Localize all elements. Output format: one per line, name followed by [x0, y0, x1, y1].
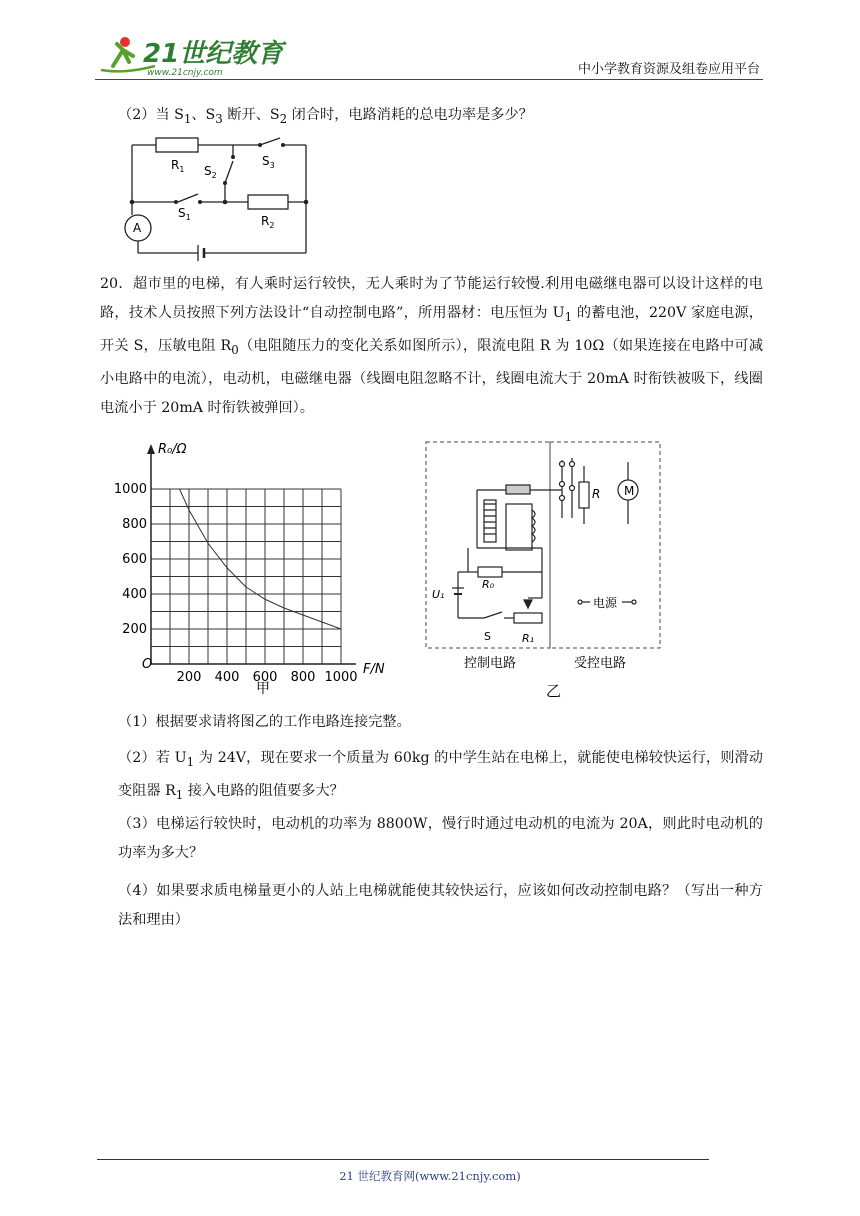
y-tick-label: 1000: [113, 482, 147, 497]
header-divider: [95, 79, 763, 80]
site-logo: [95, 30, 284, 80]
svg-text:R1: $R_1$: [171, 158, 185, 174]
resistor-r2: [248, 195, 288, 209]
ammeter-label: A: [133, 221, 142, 235]
r1-label: R₁: [522, 632, 535, 645]
y-axis-label: R₀/Ω: [158, 442, 187, 457]
resistor-r1: [156, 138, 198, 152]
u1-label: U₁: [432, 588, 445, 601]
x-tick-label: 600: [252, 670, 278, 685]
circuit-diagram-relay: [422, 438, 667, 700]
y-tick-label: 600: [122, 552, 147, 567]
motor-label: M: [624, 484, 635, 498]
graph-r0-vs-f: [113, 436, 408, 698]
q20-sub3: （3）电梯运行较快时，电动机的功率为 8800W，慢行时通过电动机的电流为 20A，则此时电动机的功率为多大？: [118, 816, 763, 861]
q19-part2-text: （2）当 $S_1$、$S_3$ 断开、$S_2$ 闭合时，电路消耗的总电功率是多少？: [118, 107, 533, 126]
q20-sub4: （4）如果要求质电梯量更小的人站上电梯就能使其较快运行，应该如何改动控制电路？（写出一种方法和理由）: [118, 883, 763, 928]
x-tick-label: 400: [214, 670, 240, 685]
x-tick-label: 1000: [324, 670, 358, 685]
control-circuit-label: 控制电路: [464, 656, 517, 671]
controlled-circuit-label: 受控电路: [574, 656, 627, 671]
svg-text:S3: $S_3$: [262, 154, 275, 170]
r0-label: R₀: [482, 578, 495, 591]
x-axis-label: F/N: [363, 662, 385, 677]
graph-caption: 甲: [256, 681, 270, 697]
logo-url: www.21cnjy.com: [147, 68, 223, 78]
power-label: 电源: [593, 596, 618, 610]
y-tick-label: 400: [122, 587, 147, 602]
origin-label: O: [142, 657, 153, 672]
q20-sub2: （2）若 $U_1$ 为 24V，现在要求一个质量为 60kg 的中学生站在电梯上，就能使电梯较快运行，则滑动变阻器 $R_1$ 接入电路的阻值要多大？: [118, 750, 763, 802]
logo-text: 21世纪教育: [143, 39, 284, 69]
circuit-caption: 乙: [546, 682, 562, 700]
x-tick-label: 800: [290, 670, 316, 685]
footer-text: 21 世纪教育网(www.21cnjy.com): [339, 1169, 521, 1183]
resistor-r-label: R: [592, 487, 601, 501]
svg-text:S1: $S_1$: [178, 206, 191, 222]
svg-text:S2: $S_2$: [204, 164, 217, 180]
y-tick-label: 800: [122, 517, 147, 532]
q20-intro: 20．超市里的电梯，有人乘时运行较快，无人乘时为了节能运行较慢.利用电磁继电器可以设计这样的电路，技术人员按照下列方法设计“自动控制电路”，所用器材：电压恒为 $U_1$ 的蓄电池，220V 家庭电源，开关 S，压敏电阻 $R_0$（电阻随压力的变化关系如图所示），限流电阻 R 为 10Ω（如果连接在电路中可减小电路中的电流），电动机，电磁继电器（线圈电阻忽略不计，线圈电流大于 20mA 时衔铁被吸下，线圈电流小于 20mA 时衔铁被弹回）。: [100, 276, 764, 416]
footer-divider: [97, 1159, 709, 1160]
header-platform-text: 中小学教育资源及组卷应用平台: [577, 62, 760, 77]
svg-text:R2: $R_2$: [261, 214, 275, 230]
switch-s-label: S: [484, 630, 491, 643]
x-tick-label: 200: [176, 670, 202, 685]
circuit-diagram-q19: [118, 135, 318, 265]
y-tick-label: 200: [122, 622, 147, 637]
q20-sub1: （1）根据要求请将图乙的工作电路连接完整。: [118, 714, 411, 730]
controlled-circuit-box: [550, 442, 660, 648]
